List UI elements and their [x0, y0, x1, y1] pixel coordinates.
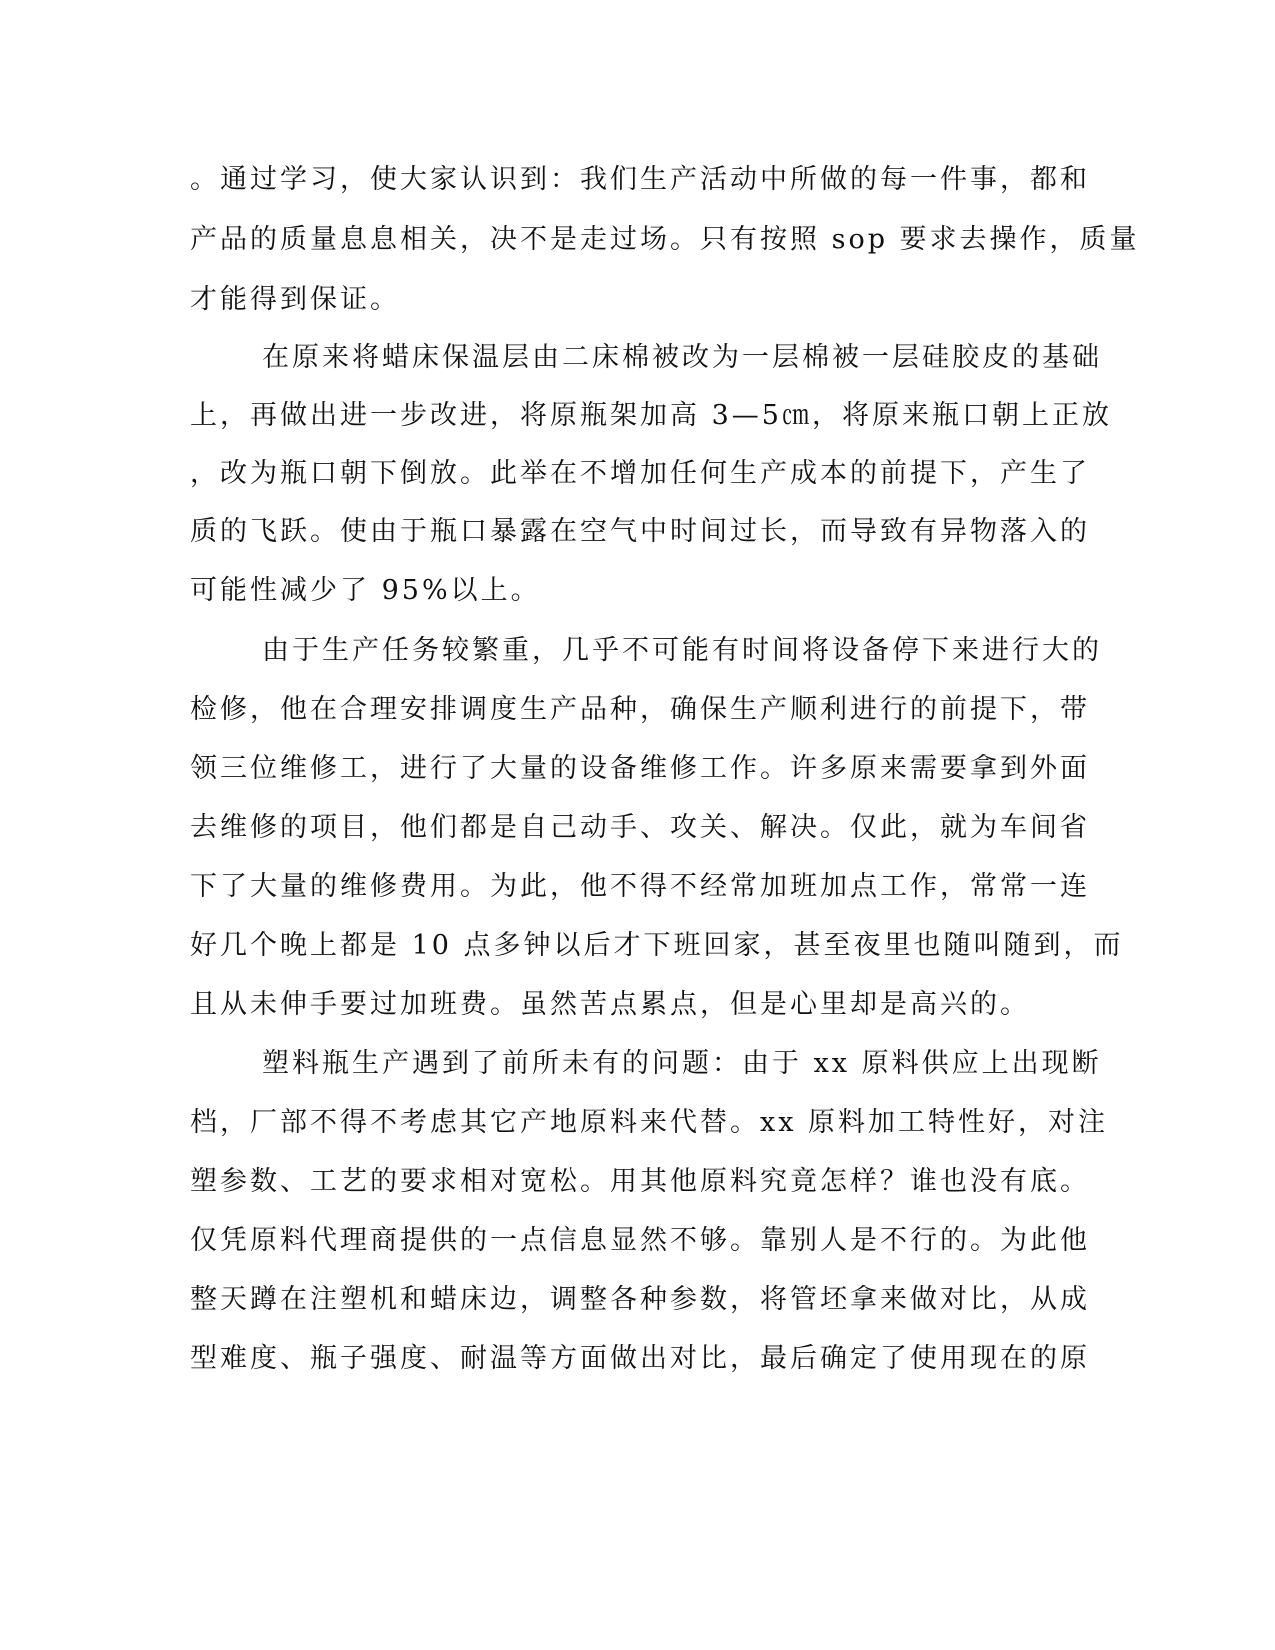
paragraph-first-line: 由于生产任务较繁重，几乎不可能有时间将设备停下来进行大的 [262, 635, 1102, 666]
text-line: 产品的质量息息相关，决不是走过场。只有按照 sop 要求去操作，质量 [190, 224, 1140, 255]
text-line: 检修，他在合理安排调度生产品种，确保生产顺利进行的前提下，带 [190, 694, 1090, 725]
text-line: 去维修的项目，他们都是自己动手、攻关、解决。仅此，就为车间省 [190, 812, 1090, 843]
text-line: 领三位维修工，进行了大量的设备维修工作。许多原来需要拿到外面 [190, 753, 1090, 784]
text-line: 塑参数、工艺的要求相对宽松。用其他原料究竟怎样？谁也没有底。 [190, 1166, 1090, 1197]
text-line: 才能得到保证。 [190, 284, 400, 315]
paragraph-first-line: 在原来将蜡床保温层由二床棉被改为一层棉被一层硅胶皮的基础 [262, 342, 1102, 373]
text-line: 质的飞跃。使由于瓶口暴露在空气中时间过长，而导致有异物落入的 [190, 516, 1090, 547]
text-line: 好几个晚上都是 10 点多钟以后才下班回家，甚至夜里也随叫随到，而 [190, 930, 1124, 961]
text-line: 下了大量的维修费用。为此，他不得不经常加班加点工作，常常一连 [190, 871, 1090, 902]
text-line: 可能性减少了 95%以上。 [190, 575, 541, 606]
text-line: ，改为瓶口朝下倒放。此举在不增加任何生产成本的前提下，产生了 [190, 458, 1090, 489]
text-line: 档，厂部不得不考虑其它产地原料来代替。xx 原料加工特性好，对注 [190, 1107, 1109, 1138]
text-line: 且从未伸手要过加班费。虽然苦点累点，但是心里却是高兴的。 [190, 989, 1030, 1020]
text-line: 。通过学习，使大家认识到：我们生产活动中所做的每一件事，都和 [190, 164, 1090, 195]
paragraph-first-line: 塑料瓶生产遇到了前所未有的问题：由于 xx 原料供应上出现断 [262, 1048, 1102, 1079]
text-line: 仅凭原料代理商提供的一点信息显然不够。靠别人是不行的。为此他 [190, 1225, 1090, 1256]
text-line: 上，再做出进一步改进，将原瓶架加高 3—5㎝，将原来瓶口朝上正放 [190, 400, 1112, 431]
text-line: 型难度、瓶子强度、耐温等方面做出对比，最后确定了使用现在的原 [190, 1343, 1090, 1374]
text-line: 整天蹲在注塑机和蜡床边，调整各种参数，将管坯拿来做对比，从成 [190, 1284, 1090, 1315]
